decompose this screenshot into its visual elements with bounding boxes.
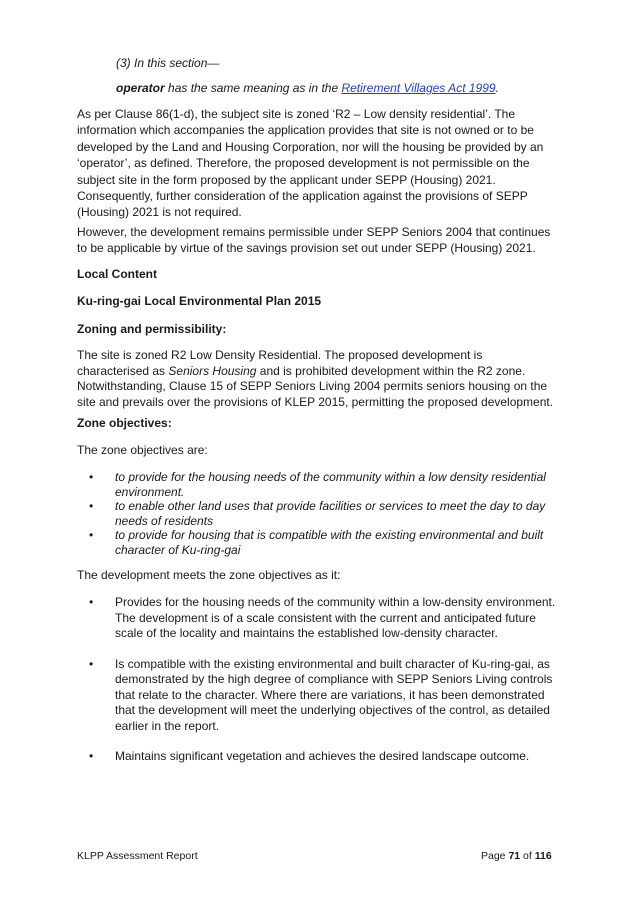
objective-text: to provide for the housing needs of the community within a low density residential environment. (115, 470, 546, 499)
current-page: 71 (508, 850, 521, 862)
heading-klep-2015: Ku-ring-gai Local Environmental Plan 2015 (77, 294, 322, 308)
paragraph-zoning (77, 348, 555, 410)
bullet-icon: • (89, 656, 94, 671)
bullet-icon: • (89, 499, 94, 513)
footer-page-number (481, 850, 552, 862)
objectives-intro: The zone objectives are: (77, 443, 208, 457)
footer-report-name: KLPP Assessment Report (77, 850, 198, 862)
meets-objectives-list (77, 595, 567, 765)
paragraph-savings-provision: However, the development remains permissible under SEPP Seniors 2004 that continues to be applicable by virtue of the savings provision set out under SEPP (Housing) 2021. (77, 225, 551, 256)
of-word: of (520, 850, 535, 862)
paragraph-clause-86: As per Clause 86(1-d), the subject site is zoned ‘R2 – Low density residential’. The information which accompanies the application provides that site is not owned or to be developed by the Land and Housing Corporation, nor will the housing be provided by an ‘operator’, as defined. Therefore, the proposed development is not permissible on the subject site in the form proposed by the applicant under SEPP (Housing) 2021. Consequently, further consideration of the application against the provisions of SEPP (Housing) 2021 is not required. (77, 107, 544, 220)
heading-zone-objectives: Zone objectives: (77, 416, 172, 430)
section-heading: (3) In this section— (116, 56, 220, 70)
retirement-villages-act-link[interactable]: Retirement Villages Act 1999 (341, 81, 496, 95)
heading-local-content: Local Content (77, 267, 157, 281)
meets-item (77, 595, 567, 642)
bullet-icon: • (89, 595, 94, 609)
objective-item (77, 470, 567, 499)
page-word: Page (481, 850, 509, 862)
total-pages: 116 (534, 850, 552, 862)
meets-text: Maintains significant vegetation and achieves the desired landscape outcome. (115, 749, 530, 763)
zoning-text-a: The site is zoned R2 Low Density Residential. The proposed development is characterised as (77, 348, 483, 378)
definition-term: operator (116, 81, 165, 95)
zone-objectives-list (77, 470, 567, 557)
meets-intro: The development meets the zone objectives as it: (77, 568, 341, 582)
meets-item (77, 749, 567, 765)
objective-item (77, 528, 567, 557)
bullet-icon: • (89, 470, 94, 484)
objective-item (77, 499, 567, 528)
definition-line (116, 80, 566, 96)
bullet-icon: • (89, 749, 94, 763)
meets-item (77, 657, 567, 735)
objective-text: to provide for housing that is compatible with the existing environmental and built character of Ku-ring-gai (115, 528, 544, 557)
definition-end: . (495, 81, 499, 95)
meets-text: Provides for the housing needs of the community within a low-density environment. The development is of a scale consistent with the current and anticipated future scale of the locality and maintains the established low-density character. (115, 595, 556, 640)
objective-text: to enable other land uses that provide facilities or services to meet the day to day needs of residents (115, 499, 546, 528)
meets-text: Is compatible with the existing environmental and built character of Ku-ring-gai, as demonstrated by the high degree of compliance with SEPP Seniors Living controls that relate to the character. Where there are variations, it has been demonstrated that the development will meet the underlying objectives of the control, as detailed earlier in the report. (115, 656, 553, 733)
heading-zoning-permissibility: Zoning and permissibility: (77, 322, 227, 336)
zoning-text-italic: Seniors Housing (168, 363, 257, 378)
zoning-text-b: and is prohibited development within the R2 zone. Notwithstanding, Clause 15 of SEPP Seniors Living 2004 permits seniors housing on the site and prevails over the provisions of KLEP 2015, permitting the proposed development. (77, 363, 554, 409)
definition-text: has the same meaning as in the (164, 81, 342, 95)
bullet-icon: • (89, 528, 94, 542)
